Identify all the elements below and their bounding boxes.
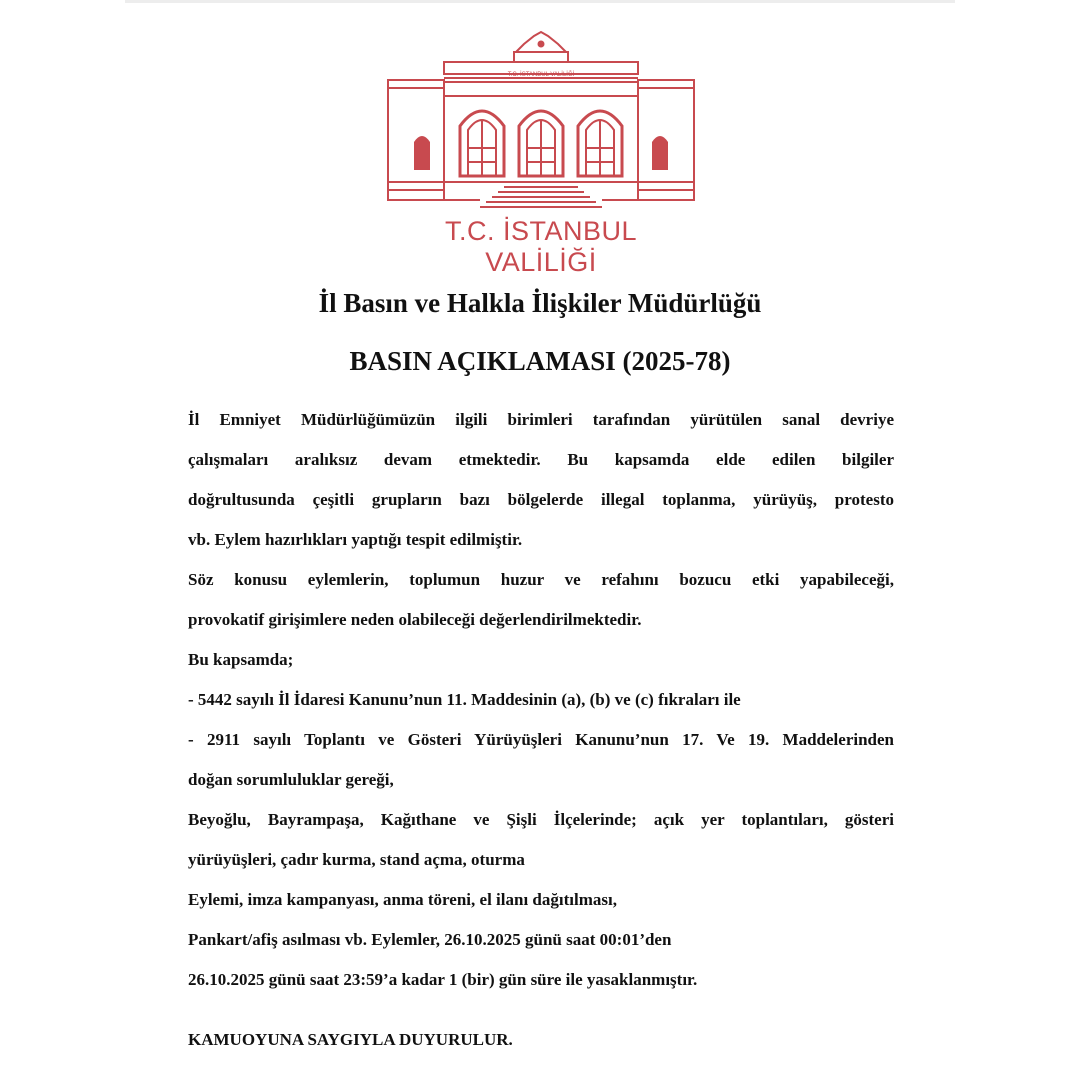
- body-line: çalışmaları aralıksız devam etmektedir. Bu kapsamda elde edilen bilgiler: [188, 450, 894, 469]
- body-line: İl Emniyet Müdürlüğümüzün ilgili birimleri tarafından yürütülen sanal devriye: [188, 410, 894, 429]
- body-line: 26.10.2025 günü saat 23:59’a kadar 1 (bir) gün süre ile yasaklanmıştır.: [188, 970, 698, 989]
- body-line: Beyoğlu, Bayrampaşa, Kağıthane ve Şişli İlçelerinde; açık yer toplantıları, gösteri: [188, 810, 894, 829]
- body-line: Pankart/afiş asılması vb. Eylemler, 26.10.2025 günü saat 00:01’den: [188, 930, 672, 949]
- body-line: Bu kapsamda;: [188, 650, 294, 669]
- logo-text: T.C. İSTANBUL VALİLİĞİ: [444, 216, 638, 277]
- body-line: Söz konusu eylemlerin, toplumun huzur ve refahını bozucu etki yapabileceği,: [188, 570, 894, 589]
- body-line: - 2911 sayılı Toplantı ve Gösteri Yürüyüşleri Kanunu’nun 17. Ve 19. Maddelerinden: [188, 730, 894, 749]
- building-sign: T.C. İSTANBUL VALİLİĞİ: [507, 72, 575, 78]
- press-release-body: [188, 400, 894, 1000]
- body-line: vb. Eylem hazırlıkları yaptığı tespit edilmiştir.: [188, 530, 523, 549]
- body-line: doğrultusunda çeşitli grupların bazı bölgelerde illegal toplanma, yürüyüş, protesto: [188, 490, 894, 509]
- istanbul-governorship-logo: [386, 30, 696, 277]
- press-release-title: BASIN AÇIKLAMASI (2025-78): [349, 346, 731, 376]
- department-title: İl Basın ve Halkla İlişkiler Müdürlüğü: [318, 288, 762, 318]
- closing-statement: KAMUOYUNA SAYGIYLA DUYURULUR.: [188, 1030, 513, 1049]
- top-rule: [125, 0, 955, 3]
- body-line: Eylemi, imza kampanyası, anma töreni, el ilanı dağıtılması,: [188, 890, 617, 909]
- body-line: - 5442 sayılı İl İdaresi Kanunu’nun 11. Maddesinin (a), (b) ve (c) fıkraları ile: [188, 690, 741, 709]
- body-line: provokatif girişimlere neden olabileceği değerlendirilmektedir.: [188, 610, 642, 629]
- body-line: yürüyüşleri, çadır kurma, stand açma, oturma: [188, 850, 525, 869]
- body-line: doğan sorumluluklar gereği,: [188, 770, 394, 789]
- building-icon: [386, 30, 696, 215]
